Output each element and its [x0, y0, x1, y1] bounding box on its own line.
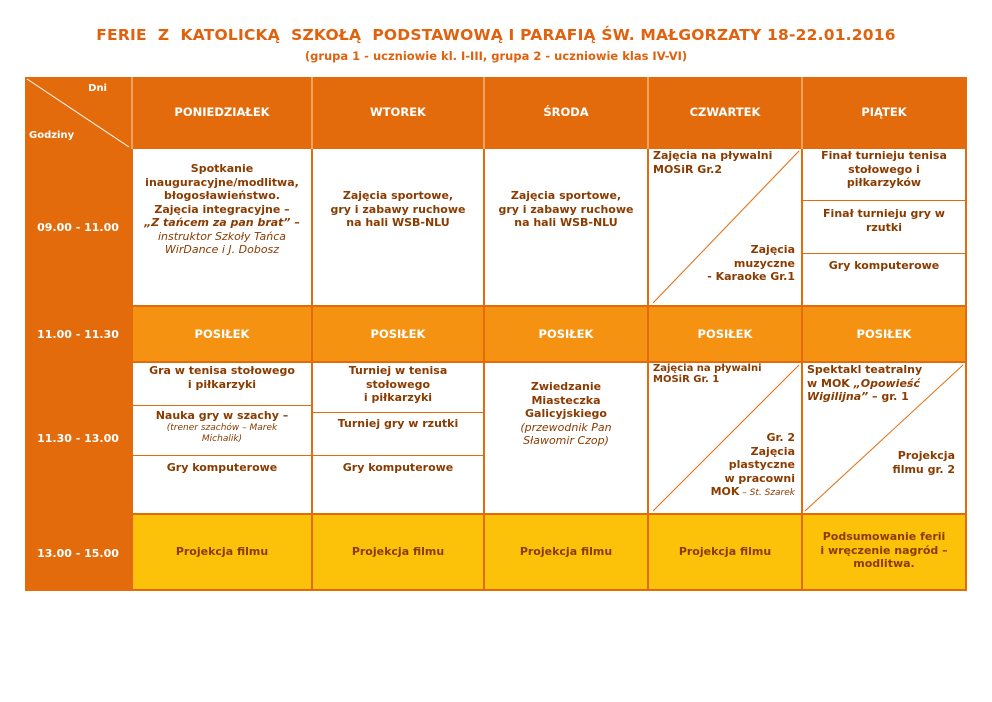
film-mon: Projekcja filmu: [133, 515, 311, 589]
film-tue: Projekcja filmu: [313, 515, 483, 589]
fri-0900-darts-text: Finał turnieju gry w rzutki: [823, 207, 945, 234]
tue-1130-darts-text: Turniej gry w rzutki: [337, 417, 459, 430]
fri-0900-games-text: Gry komputerowe: [828, 259, 940, 272]
meal-fri: POSIŁEK: [803, 307, 965, 361]
mon-1130-tennis-text: Gra w tenisa stołowego i piłkarzyki: [149, 364, 295, 391]
fri-1130-film-text: Projekcja filmu gr. 2: [892, 449, 955, 476]
cell-thu-0900: [649, 149, 801, 305]
mon-1130-chess-text: Nauka gry w szachy – (trener szachów – Marek Michalik): [155, 409, 289, 444]
time-slot-3: 11.30 - 13.00: [25, 363, 131, 513]
film-wed: Projekcja filmu: [485, 515, 647, 589]
day-header-thu: CZWARTEK: [649, 79, 801, 145]
cell-tue-0900: [313, 149, 483, 305]
schedule-table: [25, 77, 967, 591]
cell-wed-0900: [485, 149, 647, 305]
fri-1300-text: Podsumowanie ferii i wręczenie nagród – modlitwa.: [820, 530, 948, 570]
wed-1130-text: Zwiedzanie Miasteczka Galicyjskiego (przewodnik Pan Sławomir Czop): [520, 380, 612, 447]
corner-cell: [25, 77, 131, 149]
cell-fri-1300: [803, 515, 965, 589]
thu-1130-swim-text: Zajęcia na pływalni MOSiR Gr. 1: [653, 363, 762, 385]
thu-0900-swim-text: Zajęcia na pływalni MOSiR Gr.2: [653, 149, 773, 176]
film-thu: Projekcja filmu: [649, 515, 801, 589]
day-header-fri: PIĄTEK: [803, 79, 965, 145]
tue-0900-text: Zajęcia sportowe, gry i zabawy ruchowe na hali WSB-NLU: [330, 189, 466, 229]
time-slot-4: 13.00 - 15.00: [25, 515, 131, 591]
day-header-wed: ŚRODA: [485, 79, 647, 145]
tue-1130-tennis-text: Turniej w tenisa stołowego i piłkarzyki: [348, 364, 448, 404]
page-subtitle: (grupa 1 - uczniowie kl. I-III, grupa 2 - uczniowie klas IV-VI): [304, 49, 688, 63]
corner-hours-label: Godziny: [29, 130, 75, 141]
corner-days-label: Dni: [88, 83, 107, 94]
mon-0900-text: Spotkanie inauguracyjne/modlitwa, błogosławieństwo. Zajęcia integracyjne – „Z tańcem za pan brat” – instruktor Szkoły Tańca WirDance i J. Dobosz: [144, 162, 300, 256]
cell-thu-1130: [649, 363, 801, 513]
time-slot-2: 11.00 - 11.30: [25, 307, 131, 361]
cell-tue-1130: [313, 363, 483, 513]
cell-fri-0900: [803, 149, 965, 305]
time-slot-1: 09.00 - 11.00: [25, 149, 131, 305]
cell-mon-1130: [133, 363, 311, 513]
day-header-tue: WTOREK: [313, 79, 483, 145]
cell-wed-1130: [485, 363, 647, 513]
mon-1130-games-text: Gry komputerowe: [166, 461, 278, 474]
fri-0900-tennis-text: Finał turnieju tenisa stołowego i piłkarzyków: [821, 149, 947, 189]
fri-1130-theatre-text: Spektakl teatralny w MOK „Opowieść Wigilijna” – gr. 1: [807, 363, 923, 403]
page-title: FERIE Z KATOLICKĄ SZKOŁĄ PODSTAWOWĄ I PARAFIĄ ŚW. MAŁGORZATY 18-22.01.2016: [96, 26, 896, 44]
thu-1130-art-text: Gr. 2 Zajęcia plastyczne w pracowni MOK – St. Szarek: [710, 431, 795, 498]
meal-thu: POSIŁEK: [649, 307, 801, 361]
day-header-mon: PONIEDZIAŁEK: [133, 79, 311, 145]
thu-0900-music-text: Zajęcia muzyczne - Karaoke Gr.1: [707, 243, 795, 283]
meal-tue: POSIŁEK: [313, 307, 483, 361]
meal-wed: POSIŁEK: [485, 307, 647, 361]
tue-1130-games-text: Gry komputerowe: [342, 461, 454, 474]
wed-0900-text: Zajęcia sportowe, gry i zabawy ruchowe na hali WSB-NLU: [498, 189, 634, 229]
cell-fri-1130: [803, 363, 965, 513]
meal-mon: POSIŁEK: [133, 307, 311, 361]
cell-mon-0900: [133, 149, 311, 305]
